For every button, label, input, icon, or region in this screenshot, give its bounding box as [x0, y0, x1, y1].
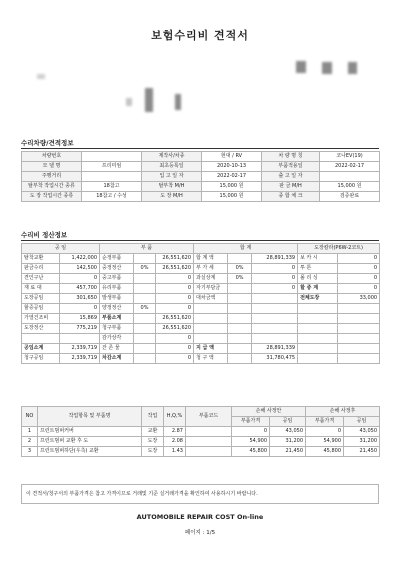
item-cell: 31,200	[344, 437, 380, 447]
document-title: 보험수리비 견적서	[151, 29, 249, 42]
table-row	[22, 192, 380, 202]
settle-label: 잔 존 물	[100, 344, 134, 354]
settle-label: 청구공임	[22, 354, 60, 364]
settle-label: 보 카 시	[298, 254, 338, 264]
settle-label: 탈착교환	[22, 254, 60, 264]
table-row	[22, 284, 380, 294]
item-cell: 0	[232, 427, 270, 437]
settle-value	[252, 304, 298, 314]
vehicle-value	[82, 152, 142, 162]
settle-value	[134, 314, 156, 324]
settle-value	[228, 314, 252, 324]
vehicle-label: 판 금 M/H	[262, 182, 320, 192]
settle-value	[228, 354, 252, 364]
table-row	[22, 314, 380, 324]
settle-value: 0%	[134, 304, 156, 314]
settle-label	[194, 314, 228, 324]
item-cell: 도장	[142, 437, 164, 447]
items-header-price: 부품가격	[306, 417, 344, 427]
settle-value: 0	[60, 304, 100, 314]
vehicle-value: 2022-02-17	[320, 162, 380, 172]
vehicle-label: 모 델 명	[22, 162, 82, 172]
items-header-before: 손해 사정안	[232, 407, 306, 417]
settle-label: 청구부품	[100, 324, 134, 334]
redacted-block	[322, 62, 332, 74]
settle-label: 유리부품	[100, 284, 134, 294]
vehicle-label: 도 장 M/H	[142, 192, 202, 202]
items-header-labor: 공임	[270, 417, 306, 427]
settle-value: 0	[156, 354, 194, 364]
settle-value: 0	[338, 264, 380, 274]
settle-label: 발생부품	[100, 294, 134, 304]
items-header-code: 부품코드	[186, 407, 232, 427]
item-cell: 2.08	[164, 437, 186, 447]
settle-value: 142,500	[60, 264, 100, 274]
settle-label	[298, 324, 338, 334]
settle-label	[194, 334, 228, 344]
settlement-table	[21, 243, 380, 364]
vehicle-value: 현대 / RV	[202, 152, 262, 162]
table-row	[22, 294, 380, 304]
settle-label: 순정부품	[100, 254, 134, 264]
settle-label: 합 계 액	[194, 254, 228, 264]
settle-value	[338, 314, 380, 324]
settle-value: 0	[252, 264, 298, 274]
redacted-block	[296, 61, 306, 73]
settle-label: 전체도장	[298, 294, 338, 304]
footer-brand: AUTOMOBILE REPAIR COST On-line	[136, 513, 264, 521]
vehicle-value: 2020-10-13	[202, 162, 262, 172]
settle-value	[134, 294, 156, 304]
settle-header-parts: 부 품	[100, 244, 194, 254]
vehicle-value: 검증완료	[320, 192, 380, 202]
settle-value: 2,339,719	[60, 344, 100, 354]
table-row	[22, 254, 380, 264]
settle-value: 0	[156, 294, 194, 304]
table-row	[22, 182, 380, 192]
item-cell: 54,900	[306, 437, 344, 447]
vehicle-value	[82, 172, 142, 182]
item-cell: 2	[22, 437, 38, 447]
item-cell: 54,900	[232, 437, 270, 447]
settle-label	[298, 334, 338, 344]
settle-label: 부품소계	[100, 314, 134, 324]
items-header-labor: 공임	[344, 417, 380, 427]
item-cell: 프런트범퍼하단(우측) 교환	[38, 447, 142, 457]
settle-header-labor: 공 임	[22, 244, 100, 254]
table-row	[22, 304, 380, 314]
settle-label: 청 구 액	[194, 354, 228, 364]
settle-label: 할증공임	[22, 304, 60, 314]
settle-value	[134, 284, 156, 294]
settle-value: 301,650	[60, 294, 100, 304]
settle-value: 15,869	[60, 314, 100, 324]
settle-label: 투 톤	[298, 264, 338, 274]
vehicle-label: 주행거리	[22, 172, 82, 182]
settle-value	[338, 354, 380, 364]
settle-value: 0	[338, 274, 380, 284]
table-row	[22, 264, 380, 274]
settle-label: 판금수리	[22, 264, 60, 274]
vehicle-value: 프리미엄	[82, 162, 142, 172]
settle-value: 775,219	[60, 324, 100, 334]
table-row	[22, 172, 380, 182]
vehicle-value: 18참고	[82, 182, 142, 192]
vehicle-value: 15,000 원	[202, 182, 262, 192]
settle-label: 공임소계	[22, 344, 60, 354]
settle-label: 지 급 액	[194, 344, 228, 354]
settle-label: 부 가 세	[194, 264, 228, 274]
vehicle-section-title: 수리차량/견적정보	[21, 138, 379, 149]
settle-value	[338, 344, 380, 354]
settle-label	[22, 334, 60, 344]
settle-label: 견인구난	[22, 274, 60, 284]
settle-value	[134, 334, 156, 344]
item-cell: 45,800	[232, 447, 270, 457]
settle-value	[338, 304, 380, 314]
table-row	[22, 324, 380, 334]
settle-label: 할 증 계	[298, 284, 338, 294]
settle-value: 0	[156, 304, 194, 314]
vehicle-label: 입 고 일 자	[142, 172, 202, 182]
vehicle-value: 2022-02-17	[202, 172, 262, 182]
settle-value: 0	[252, 274, 298, 284]
settle-value	[228, 324, 252, 334]
settle-value: 0	[156, 344, 194, 354]
table-row	[22, 334, 380, 344]
settle-label: 도장정산	[22, 324, 60, 334]
settle-value	[134, 324, 156, 334]
vehicle-value: 18참고 / 수성	[82, 192, 142, 202]
item-cell: 21,450	[270, 447, 306, 457]
items-header-price: 부품가격	[232, 417, 270, 427]
settle-value: 0	[338, 284, 380, 294]
notice-text: 이 견적서/청구서의 부품가격은 참고 가격이므로 거래및 기준 실거래가격을 확인하여 사용하시기 바랍니다.	[21, 484, 379, 504]
settle-value: 0	[156, 274, 194, 284]
items-header-name: 작업항목 및 부품명	[38, 407, 142, 427]
vehicle-label: 출 고 일 자	[262, 172, 320, 182]
item-cell: 45,800	[306, 447, 344, 457]
vehicle-value: 15,000 원	[202, 192, 262, 202]
item-cell: 21,450	[344, 447, 380, 457]
redacted-block	[126, 98, 132, 106]
settle-label: 중고부품	[100, 274, 134, 284]
item-cell: 43,050	[270, 427, 306, 437]
redacted-block	[37, 74, 45, 79]
settle-label: 과실상계	[194, 274, 228, 284]
table-row	[22, 354, 380, 364]
item-cell	[186, 447, 232, 457]
settle-value	[228, 304, 252, 314]
items-header-after: 손해 사정후	[306, 407, 380, 417]
table-row	[22, 344, 380, 354]
vehicle-value	[320, 172, 380, 182]
vehicle-value: 15,000 원	[320, 182, 380, 192]
settle-value	[338, 324, 380, 334]
settle-label	[298, 314, 338, 324]
item-cell: 43,050	[344, 427, 380, 437]
settle-value	[252, 324, 298, 334]
settle-label	[298, 304, 338, 314]
items-header-hqty: H,Q,%	[164, 407, 186, 427]
settle-label: 양정정산	[100, 304, 134, 314]
item-cell: 프런트범퍼 교환 후 도	[38, 437, 142, 447]
settle-label	[298, 344, 338, 354]
settle-header-paint: 도장칼라(P6W-2코트)	[298, 244, 380, 254]
vehicle-label: 제작사/차종	[142, 152, 202, 162]
settle-value: 2,339,719	[60, 354, 100, 364]
redacted-block	[145, 88, 153, 112]
settle-label: 차감소계	[100, 354, 134, 364]
settle-value: 457,700	[60, 284, 100, 294]
settle-value: 26,551,620	[156, 324, 194, 334]
settle-value	[134, 254, 156, 264]
settle-label: 대차금액	[194, 294, 228, 304]
settle-value: 0%	[228, 274, 252, 284]
settle-value: 0%	[134, 264, 156, 274]
page-number: 페이지 : 1/5	[184, 530, 216, 536]
settle-label	[298, 354, 338, 364]
item-cell	[186, 437, 232, 447]
settle-value: 26,551,620	[156, 264, 194, 274]
table-row	[22, 152, 380, 162]
item-cell: 1	[22, 427, 38, 437]
settle-value	[60, 334, 100, 344]
settle-value	[252, 294, 298, 304]
settle-header-total: 합 계	[194, 244, 298, 254]
list-item	[22, 437, 380, 447]
vehicle-label: 탈부착 작업시간 종류	[22, 182, 82, 192]
settle-label	[194, 324, 228, 334]
settle-value: 0	[156, 334, 194, 344]
vehicle-label: 최초등록일	[142, 162, 202, 172]
table-row	[22, 274, 380, 284]
settle-value: 31,780,475	[252, 354, 298, 364]
vehicle-info-table	[21, 151, 380, 202]
settle-label: 감가상각	[100, 334, 134, 344]
item-cell	[186, 427, 232, 437]
settle-value: 0	[60, 274, 100, 284]
vehicle-value: 코나EV(19)	[320, 152, 380, 162]
settle-value	[134, 354, 156, 364]
settle-value	[338, 334, 380, 344]
vehicle-label: 부품적용일	[262, 162, 320, 172]
settle-value: 0	[156, 284, 194, 294]
list-item	[22, 427, 380, 437]
settle-value: 28,891,339	[252, 344, 298, 354]
settle-label: 중정정산	[100, 264, 134, 274]
vehicle-label: 차량번호	[22, 152, 82, 162]
item-cell: 프런트범퍼커버	[38, 427, 142, 437]
settle-value: 28,891,339	[252, 254, 298, 264]
settlement-section-title: 수리비 정산정보	[21, 230, 379, 241]
settle-value: 26,551,620	[156, 254, 194, 264]
settle-value	[228, 294, 252, 304]
redacted-block	[175, 94, 181, 110]
item-cell: 0	[306, 427, 344, 437]
settle-value: 0	[338, 254, 380, 264]
settle-value: 0	[252, 284, 298, 294]
settle-value	[228, 254, 252, 264]
item-cell: 31,200	[270, 437, 306, 447]
vehicle-label: 탈부착 M/H	[142, 182, 202, 192]
settle-value	[228, 334, 252, 344]
settle-value	[252, 334, 298, 344]
list-item	[22, 447, 380, 457]
work-items-table	[21, 406, 380, 457]
vehicle-label: 차 량 명 칭	[262, 152, 320, 162]
item-cell: 2.87	[164, 427, 186, 437]
vehicle-label: 도 장 작업시간 종류	[22, 192, 82, 202]
settle-value: 26,551,620	[156, 314, 194, 324]
settle-value	[228, 284, 252, 294]
redacted-block	[348, 62, 357, 74]
item-cell: 3	[22, 447, 38, 457]
settle-value: 0%	[228, 264, 252, 274]
settle-label	[194, 304, 228, 314]
items-header-work: 작업	[142, 407, 164, 427]
vehicle-label: 종 합 체 크	[262, 192, 320, 202]
item-cell: 교환	[142, 427, 164, 437]
item-cell: 도장	[142, 447, 164, 457]
settle-label: 재 료 대	[22, 284, 60, 294]
settle-value	[134, 274, 156, 284]
settle-label: 도장공임	[22, 294, 60, 304]
items-header-no: NO	[22, 407, 38, 427]
settle-value	[252, 314, 298, 324]
settle-value: 1,422,000	[60, 254, 100, 264]
settle-value: 33,000	[338, 294, 380, 304]
table-row	[22, 162, 380, 172]
settle-label: 가열건조비	[22, 314, 60, 324]
settle-value	[134, 344, 156, 354]
settle-value	[228, 344, 252, 354]
settle-label: 자기부담금	[194, 284, 228, 294]
item-cell: 1.43	[164, 447, 186, 457]
settle-label: 폴 리 싱	[298, 274, 338, 284]
